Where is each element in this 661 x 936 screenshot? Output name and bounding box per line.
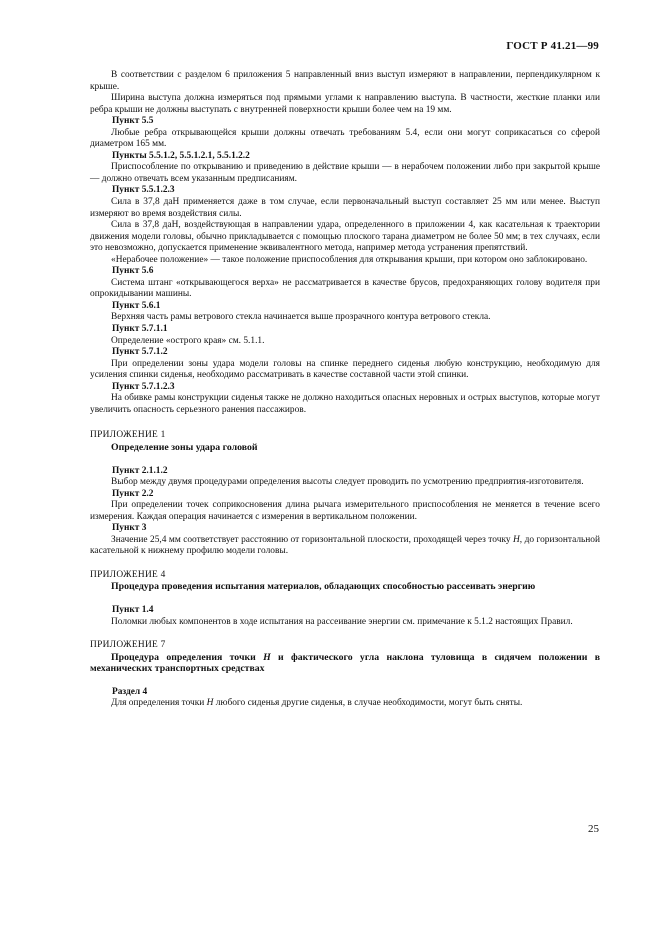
paragraph: Определение «острого края» см. 5.1.1. [111, 335, 265, 346]
clause-heading: Пункт 5.7.1.1 [112, 324, 168, 335]
clause-heading: Пункт 5.6.1 [112, 300, 161, 311]
document-body [90, 70, 600, 710]
paragraph: Сила в 37,8 даН, воздействующая в направлении удара, определенного в приложении 4, как касательная к траектории движения модели головы, обычно прикладывается с помощью плоского тарана диаметром не более 50 мм; в тех случаях, если это невозможно, допускается применение эквивалентного метода, например метода устранения препятствий. [90, 220, 600, 254]
clause-heading: Пункт 5.5.1.2.3 [112, 185, 175, 196]
paragraph: Приспособление по открыванию и приведению в действие крыши — в нерабочем положении либо при закрытой крыше — должно отвечать всем указанным предписаниям. [90, 162, 600, 184]
appendix-title [90, 652, 600, 675]
paragraph: Система штанг «открывающегося верха» не рассматривается в качестве брусов, предохраняющих голову водителя при опрокидывании машины. [90, 277, 600, 300]
text-run: Процедура определения точки [111, 651, 264, 663]
text-run: и фактического угла наклона туловища в сидячем положении в механических транспортных средствах [90, 651, 600, 675]
paragraph: Ширина выступа должна измеряться под прямыми углами к направлению выступа. В частности, жесткие планки или ребра крыши не должны выступать с внутренней поверхности крыши более чем на 19 мм. [90, 93, 600, 115]
paragraph: В соответствии с разделом 6 приложения 5 направленный вниз выступ измеряют в направлении, перпендикулярном к крыше. [90, 70, 600, 92]
section-heading: Раздел 4 [112, 686, 148, 697]
text-run: любого сиденья другие сиденья, в случае необходимости, могут быть сняты. [213, 698, 523, 709]
paragraph: Сила в 37,8 даН применяется даже в том случае, если первоначальный выступ составляет 25 мм или менее. Выступ измеряют во время воздействия силы. [90, 197, 600, 219]
clause-heading: Пункт 5.6 [112, 266, 154, 277]
clause-heading: Пункт 2.2 [112, 488, 154, 499]
paragraph: На обивке рамы конструкции сиденья также не должно находиться опасных неровных и острых выступов, которые могут увеличить опасность серьезного ранения пассажиров. [90, 393, 600, 415]
paragraph [90, 698, 600, 710]
paragraph: При определении точек соприкосновения длина рычага измерительного приспособления не меняется в течение всего измерения. Каждая операция начинается с измерения в вертикальном положении. [90, 500, 600, 522]
clause-heading: Пункт 3 [112, 523, 147, 534]
point-h-symbol: Н [513, 534, 520, 545]
clause-heading: Пункт 2.1.1.2 [112, 465, 168, 476]
point-h-symbol: Н [263, 651, 271, 663]
clause-heading: Пункт 5.5 [112, 116, 154, 127]
appendix-label: ПРИЛОЖЕНИЕ 4 [90, 569, 166, 580]
paragraph: «Нерабочее положение» — такое положение приспособления для открывания крыши, при котором оно заблокировано. [111, 254, 588, 265]
paragraph: Выбор между двумя процедурами определения высоты следует проводить по усмотрению предприятия-изготовителя. [111, 477, 584, 488]
clause-heading: Пункт 5.7.1.2 [112, 347, 168, 358]
clause-heading: Пункты 5.5.1.2, 5.5.1.2.1, 5.5.1.2.2 [112, 150, 250, 161]
text-run: Для определения точки [111, 698, 207, 709]
paragraph: При определении зоны удара модели головы на спинке переднего сиденья любую конструкцию, необходимую для усиления спинки сиденья, необходимо рассматривать в качестве составной части этой спинки. [90, 358, 600, 381]
clause-heading: Пункт 1.4 [112, 604, 154, 615]
paragraph: Любые ребра открывающейся крыши должны отвечать требованиям 5.4, если они могут соприкасаться со сферой диаметром 165 мм. [90, 127, 600, 150]
text-run: , до горизонтальной касательной к нижнему профилю модели головы. [90, 534, 600, 557]
standard-header: ГОСТ Р 41.21—99 [506, 40, 599, 52]
text-run: Значение 25,4 мм соответствует расстоянию от горизонтальной плоскости, проходящей через точку [111, 534, 514, 545]
point-h-symbol: Н [206, 698, 214, 709]
appendix-title: Определение зоны удара головой [111, 441, 258, 453]
clause-heading: Пункт 5.7.1.2.3 [112, 381, 175, 392]
appendix-title: Процедура проведения испытания материалов, обладающих способностью рассеивать энергию [111, 581, 536, 593]
paragraph: Поломки любых компонентов в ходе испытания на рассеивание энергии см. примечание к 5.1.2 настоящих Правил. [111, 616, 573, 627]
paragraph [90, 535, 600, 558]
paragraph: Верхняя часть рамы ветрового стекла начинается выше прозрачного контура ветрового стекла. [111, 312, 491, 323]
appendix-label: ПРИЛОЖЕНИЕ 7 [90, 640, 166, 651]
page-number: 25 [588, 823, 599, 835]
appendix-label: ПРИЛОЖЕНИЕ 1 [90, 430, 166, 441]
